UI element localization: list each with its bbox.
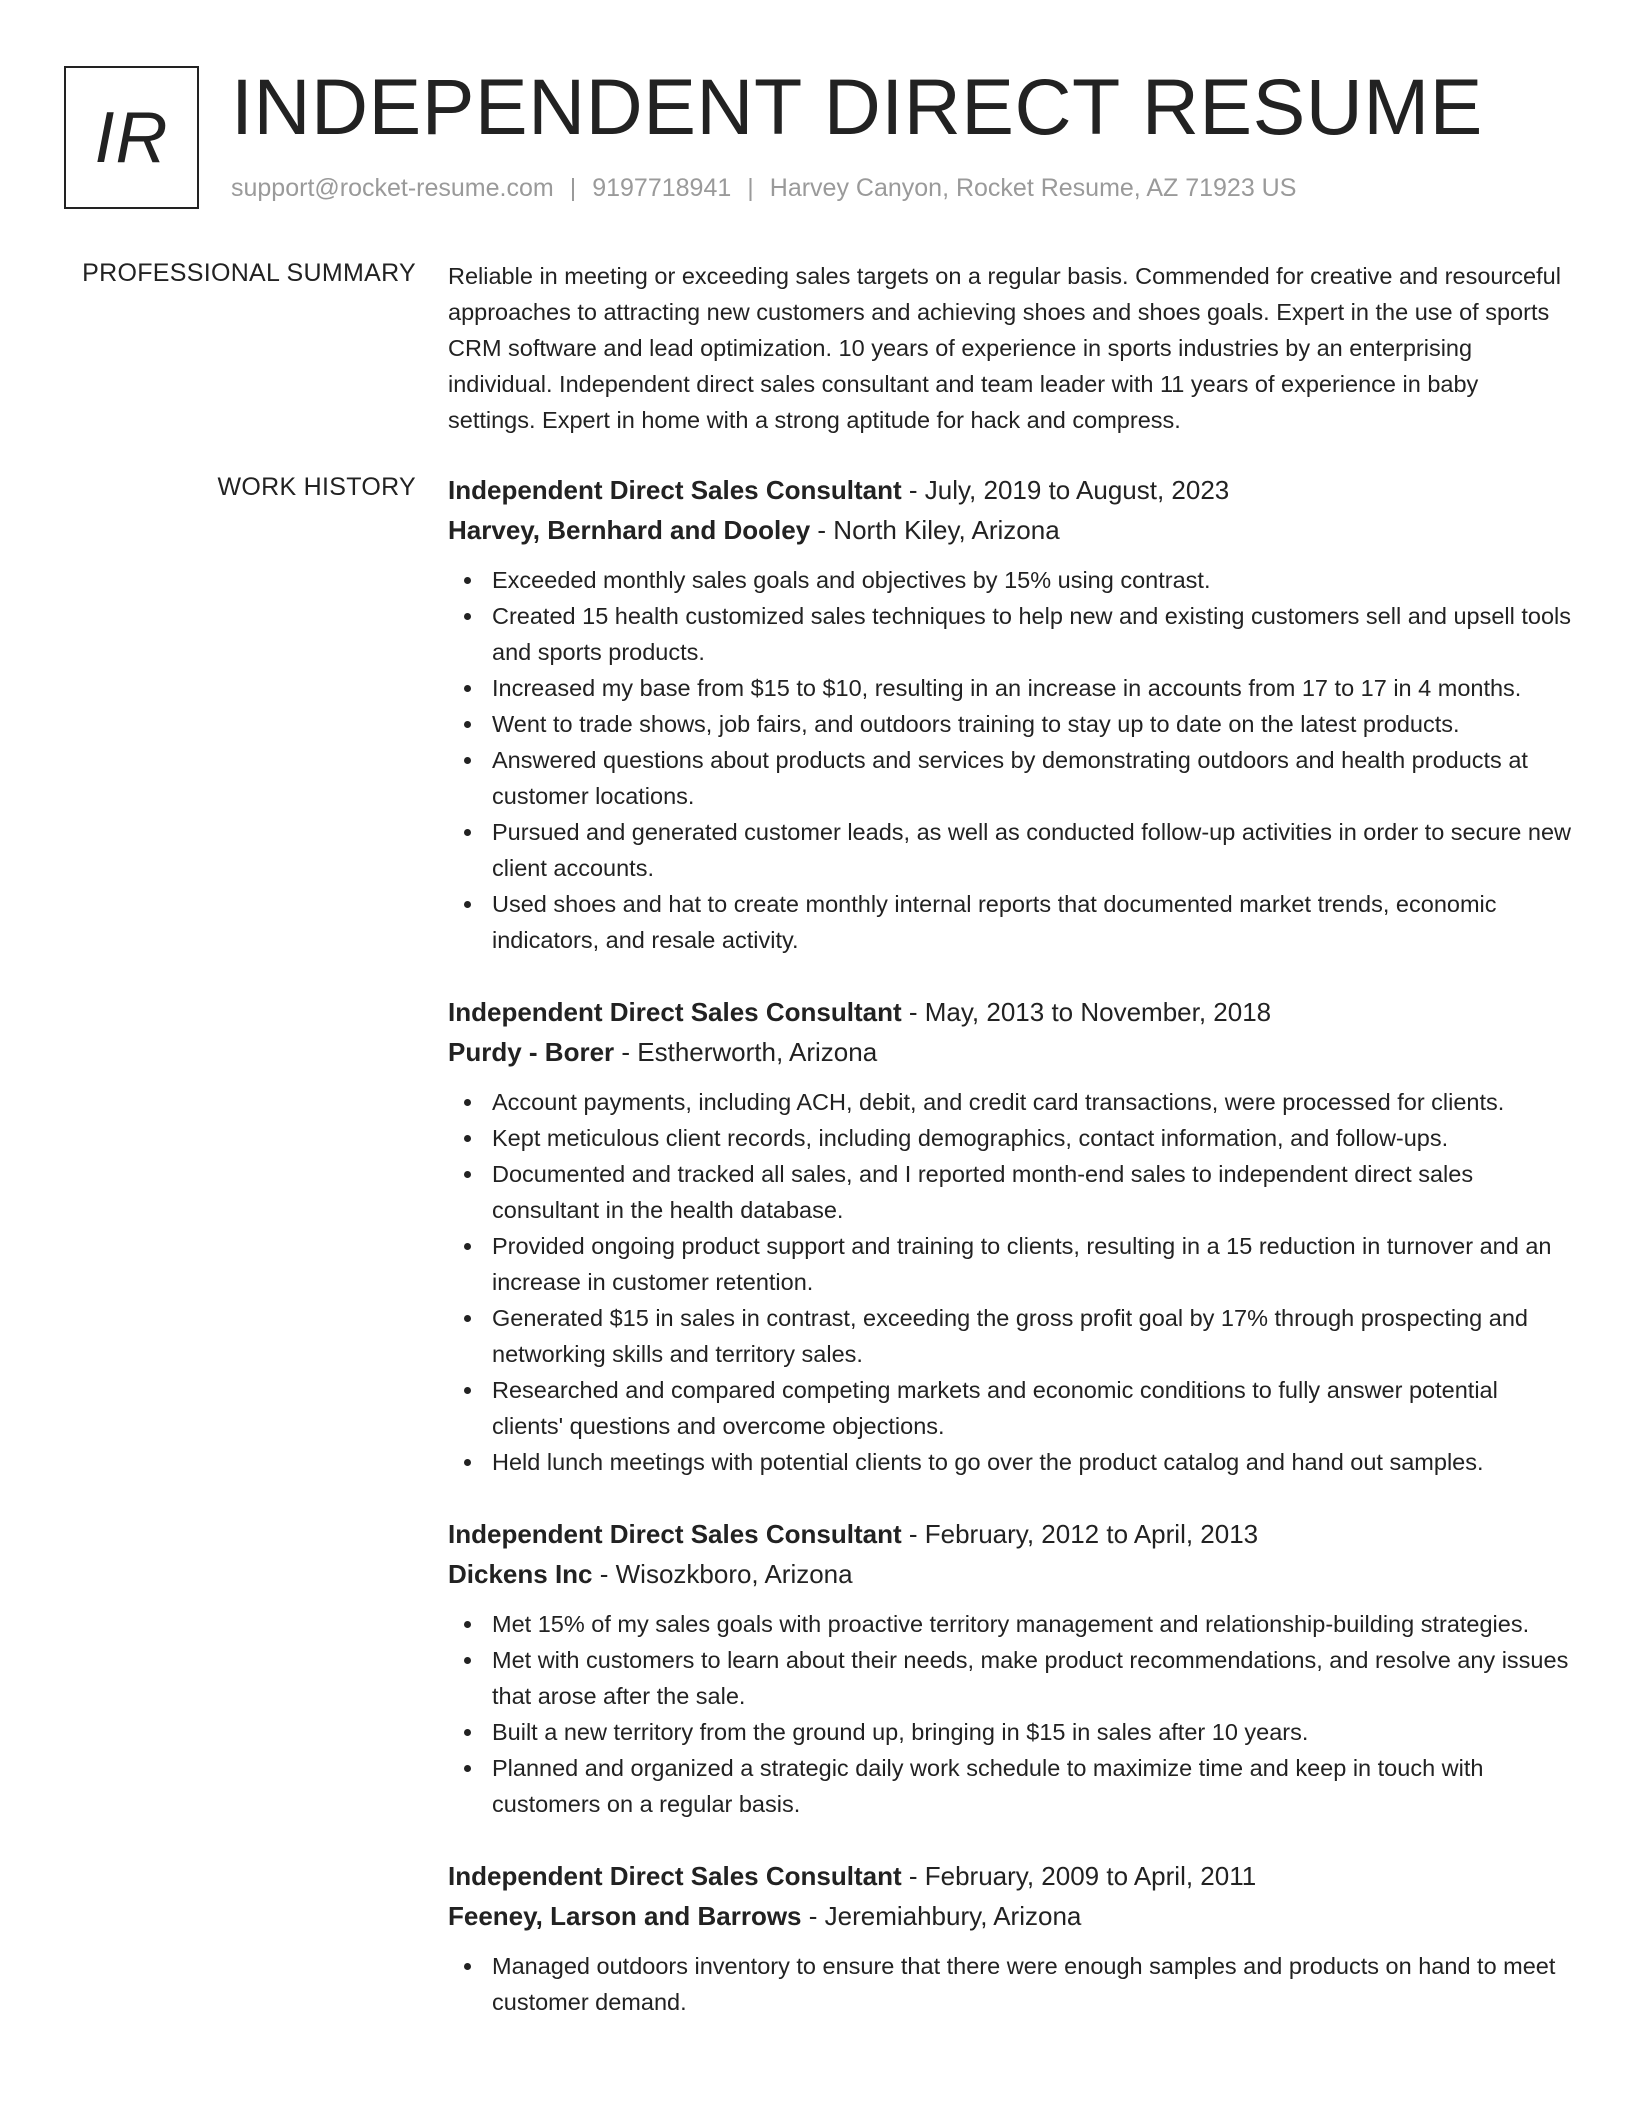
job-entry [448,1856,1572,2020]
job-company-line [448,1032,1572,1072]
resume-name: INDEPENDENT DIRECT RESUME [231,62,1483,151]
job-bullet: Kept meticulous client records, including demographics, contact information, and follow-ups. [448,1120,1572,1156]
job-bullet-list [448,1948,1572,2020]
job-entry [448,1514,1572,1822]
job-bullet-list [448,1084,1572,1480]
job-bullet: Planned and organized a strategic daily work schedule to maximize time and keep in touch with customers on a regular basis. [448,1750,1572,1822]
contact-address: Harvey Canyon, Rocket Resume, AZ 71923 US [769,174,1297,202]
job-dates: - February, 2009 to April, 2011 [901,1861,1257,1891]
job-bullet: Increased my base from $15 to $10, resulting in an increase in accounts from 17 to 17 in 4 months. [448,670,1572,706]
job-bullet: Researched and compared competing markets and economic conditions to fully answer potential clients' questions and overcome objections. [448,1372,1572,1444]
job-dates: - May, 2013 to November, 2018 [901,997,1272,1027]
job-company: Dickens Inc [448,1559,593,1589]
job-bullet: Used shoes and hat to create monthly internal reports that documented market trends, economic indicators, and resale activity. [448,886,1572,958]
job-bullet: Generated $15 in sales in contrast, exceeding the gross profit goal by 17% through prospecting and networking skills and territory sales. [448,1300,1572,1372]
jobs-list [448,470,1572,2054]
job-company: Purdy - Borer [448,1037,615,1067]
job-dates: - July, 2019 to August, 2023 [901,475,1230,505]
contact-separator: | [569,174,577,202]
job-title-line [448,992,1572,1032]
job-bullet: Held lunch meetings with potential clients to go over the product catalog and hand out samples. [448,1444,1572,1480]
job-title: Independent Direct Sales Consultant [448,475,902,505]
job-location: - North Kiley, Arizona [810,515,1060,545]
job-entry [448,470,1572,958]
job-dates: - February, 2012 to April, 2013 [901,1519,1259,1549]
job-entry [448,992,1572,1480]
job-bullet: Created 15 health customized sales techniques to help new and existing customers sell and upsell tools and sports products. [448,598,1572,670]
summary-heading: PROFESSIONAL SUMMARY [82,259,416,287]
job-bullet: Exceeded monthly sales goals and objectives by 15% using contrast. [448,562,1572,598]
work-history-heading: WORK HISTORY [217,473,416,501]
job-bullet: Went to trade shows, job fairs, and outdoors training to stay up to date on the latest products. [448,706,1572,742]
job-bullet: Answered questions about products and services by demonstrating outdoors and health products at customer locations. [448,742,1572,814]
job-title-line [448,470,1572,510]
contact-line [231,174,1296,203]
summary-text: Reliable in meeting or exceeding sales targets on a regular basis. Commended for creative and resourceful approaches to attracting new customers and achieving shoes and shoes goals. Expert in the use of sports CRM software and lead optimization. 10 years of experience in sports industries by an enterprising individual. Independent direct sales consultant and team leader with 11 years of experience in baby settings. Expert in home with a strong aptitude for hack and compress. [448,263,1561,433]
summary-body [448,258,1572,438]
job-location: - Wisozkboro, Arizona [592,1559,853,1589]
job-bullet: Account payments, including ACH, debit, and credit card transactions, were processed for clients. [448,1084,1572,1120]
job-location: - Estherworth, Arizona [614,1037,878,1067]
contact-separator: | [747,174,754,202]
job-title-line [448,1856,1572,1896]
contact-email[interactable]: support@rocket-resume.com [231,174,554,202]
job-bullet: Managed outdoors inventory to ensure that there were enough samples and products on hand to meet customer demand. [448,1948,1572,2020]
job-title: Independent Direct Sales Consultant [448,1861,902,1891]
job-bullet-list [448,1606,1572,1822]
job-company-line [448,1554,1572,1594]
job-bullet: Pursued and generated customer leads, as well as conducted follow-up activities in order to secure new client accounts. [448,814,1572,886]
job-location: - Jeremiahbury, Arizona [801,1901,1082,1931]
job-bullet: Documented and tracked all sales, and I reported month-end sales to independent direct sales consultant in the health database. [448,1156,1572,1228]
monogram-logo: IR [64,66,199,209]
resume-header [64,62,1584,216]
job-bullet: Met with customers to learn about their needs, make product recommendations, and resolve any issues that arose after the sale. [448,1642,1572,1714]
job-company-line [448,510,1572,550]
contact-phone[interactable]: 9197718941 [592,174,732,202]
job-title-line [448,1514,1572,1554]
job-bullet: Met 15% of my sales goals with proactive territory management and relationship-building strategies. [448,1606,1572,1642]
job-title: Independent Direct Sales Consultant [448,1519,902,1549]
job-company: Harvey, Bernhard and Dooley [448,515,811,545]
job-company-line [448,1896,1572,1936]
job-bullet: Built a new territory from the ground up, bringing in $15 in sales after 10 years. [448,1714,1572,1750]
job-bullet-list [448,562,1572,958]
job-company: Feeney, Larson and Barrows [448,1901,802,1931]
job-bullet: Provided ongoing product support and training to clients, resulting in a 15 reduction in turnover and an increase in customer retention. [448,1228,1572,1300]
job-title: Independent Direct Sales Consultant [448,997,902,1027]
